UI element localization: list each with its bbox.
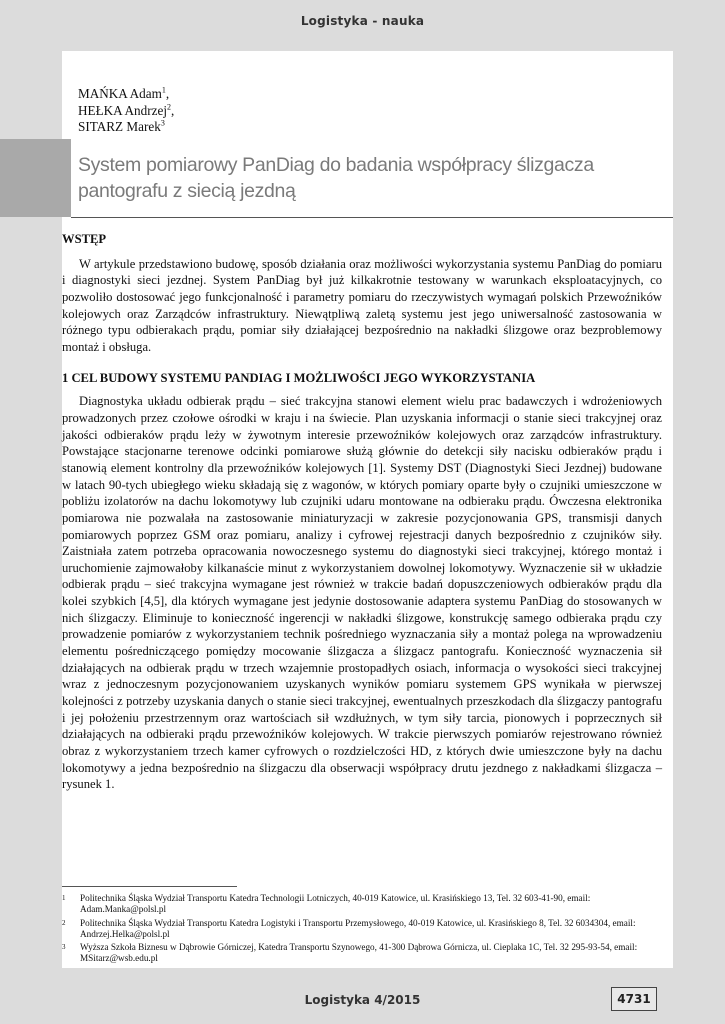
paper-title — [78, 152, 638, 204]
intro-heading: WSTĘP — [62, 232, 107, 246]
intro-paragraph: W artykule przedstawiono budowę, sposób działania oraz możliwości wykorzystania systemu PanDiag do pomiaru i diagnostyki sieci jezdnej. System PanDiag był już kilkakrotnie testowany w warunkach eksploatacyjnych, co pozwoliło dostosować jego funkcjonalność i parametry pomiaru do rzeczywistych wymagań polskich Przewoźników kolejowych oraz Zarządców infrastruktury. Niewątpliwą zaletą systemu jest jego uniwersalność zastosowania w różnego typu odbierakach prądu, pomiar siły działającej bezpośrednio na nakładki ślizgowe oraz bezproblemowy montaż i obsługa. — [62, 256, 662, 354]
article-body — [62, 231, 662, 793]
footnote-2: 2 Politechnika Śląska Wydział Transportu Katedra Logistyki i Transportu Przemysłowego, 40-019 Katowice, ul. Krasińskiego 8, Tel. 32 6034304, email: Andrzej.Helka@polsl.pl — [62, 917, 636, 939]
title-accent-block — [0, 139, 71, 217]
title-divider — [71, 217, 673, 218]
title-line-2: pantografu z siecią jezdną — [78, 180, 296, 202]
footnote-1: 1 Politechnika Śląska Wydział Transportu Katedra Technologii Lotniczych, 40-019 Katowice, ul. Krasińskiego 13, Tel. 32 603-41-90, email: Adam.Manka@polsl.pl — [62, 893, 591, 915]
section-1-heading: 1 CEL BUDOWY SYSTEMU PANDIAG I MOŻLIWOŚCI JEGO WYKORZYSTANIA — [62, 370, 536, 385]
author-list — [78, 86, 174, 136]
footnote-divider — [62, 886, 237, 887]
author-1: MAŃKA Adam$^1$, — [78, 85, 170, 101]
journal-header: Logistyka - nauka — [300, 14, 425, 28]
footnotes — [62, 893, 662, 967]
author-3: SITARZ Marek$^3$ — [78, 118, 165, 134]
title-line-1: System pomiarowy PanDiag do badania współpracy ślizgacza — [78, 154, 594, 176]
author-2: HEŁKA Andrzej$^2$, — [78, 102, 175, 118]
page-number: 4731 — [611, 987, 657, 1011]
section-1-paragraph: Diagnostyka układu odbierak prądu – sieć trakcyjna stanowi element wielu prac badawczych i wdrożeniowych prowadzonych przez czołowe ośrodki w kraju i na świecie. Plan uzyskania informacji o stanie sieci trakcyjnej oraz jakości odbieraków prądu leży w żywotnym interesie przewoźników kolejowych oraz zarządców infrastruktury. Powstające stacjonarne terenowe odcinki pomiarowe służą głównie do detekcji siły nacisku odbieraków prądu i stanowią element kontrolny dla przewoźników kolejowych [1]. Systemy DST (Diagnostyki Sieci Jezdnej) budowane w latach 90-tych ubiegłego wieku składają się z wagonów, w których pomiary oparte były o czujniki umieszczone w pobliżu izolatorów na dachu lokomotywy lub czujniki udaru montowane na odbieraku prądu. Ówczesna elektronika pomiarowa nie pozwalała na zastosowanie miniaturyzacji w zakresie pozycjonowania GPS, transmisji danych pomiarowych poprzez GSM oraz pomiaru, analizy i cyfrowej rejestracji danych bezpośrednio z czujników siły. Zaistniała zatem potrzeba opracowania nowoczesnego systemu do diagnostyki sieci trakcyjnej, którego montaż i uruchomienie zajmowałoby kilkanaście minut z wykorzystaniem dowolnej lokomotywy. Wyznaczenie sił w układzie odbierak prądu – sieć trakcyjna wymagane jest również w trakcie badań dopuszczeniowych odbieraków prądu dla kolei szybkich [4,5], dla których wymagane jest jedynie dostosowanie adaptera systemu PanDiag do stosowanych w nich ślizgaczy. Eliminuje to konieczność ingerencji w nakładki ślizgowe, konstrukcję samego odbieraka prądu czy prowadzenie pomiarów z wykorzystaniem technik pośredniego wyznaczania siły a montaż polega na wprowadzeniu elementu pośredniczącego pomiędzy mocowanie ślizgacza a ślizgacz pantografu. Konieczność wyznaczenia sił działających na odbierak prądu w trzech wzajemnie prostopadłych osiach, informacja o wysokości sieci trakcyjnej wraz z jednoczesnym pozycjonowaniem uzyskanych wyników pomiaru systemem GPS wynikała w pierwszej kolejności z potrzeby uzyskania danych o stanie sieci trakcyjnej, ewentualnych przeszkodach dla ślizgaczy pantografu i jej położeniu przestrzennym oraz wartościach sił wzdłużnych, w tym siły tarcia, pionowych i poprzecznych sił działających na odbieraki prądu przewoźników kolejowych. W trakcie pierwszych pomiarów rejestrowano również obraz z wykorzystaniem trzech kamer cyfrowych o rozdzielczości HD, z których dwie umieszczone były na dachu lokomotywy a jedna bezpośrednio na ślizgaczu dla obserwacji współpracy drutu jezdnego z nakładkami ślizgacza – rysunek 1. — [62, 394, 662, 792]
footnote-3: 3 Wyższa Szkoła Biznesu w Dąbrowie Górniczej, Katedra Transportu Szynowego, 41-300 Dąbrowa Górnicza, ul. Cieplaka 1C, Tel. 32 295-93-54, email: MSitarz@wsb.edu.pl — [62, 942, 638, 964]
journal-footer: Logistyka 4/2015 — [304, 993, 421, 1007]
